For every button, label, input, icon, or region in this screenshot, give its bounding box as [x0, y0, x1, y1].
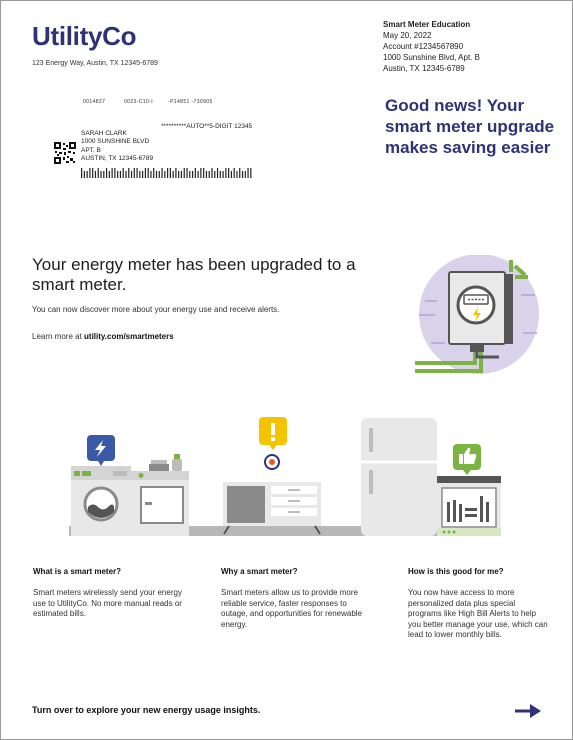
meter-base	[470, 344, 484, 352]
postal-barcode	[81, 168, 253, 178]
recipient-address	[81, 130, 153, 163]
column-heading-why: Why a smart meter?	[221, 567, 298, 576]
mail-code-2: 0023-C10-I	[124, 99, 154, 105]
sender-address: 123 Energy Way, Austin, TX 12345-6789	[32, 60, 158, 67]
smart-meter-icon	[458, 287, 494, 323]
recipient-line-1: 1000 SUNSHINE BLVD	[81, 138, 150, 146]
service-street: 1000 Sunshine Blvd, Apt. B	[383, 53, 480, 62]
laundry-items	[149, 454, 182, 471]
target-icon	[265, 455, 279, 469]
intro-title: Your energy meter has been upgraded to a smart meter.	[32, 255, 356, 294]
footer-text: Turn over to explore your new energy usage insights.	[32, 705, 261, 715]
account-info	[383, 19, 480, 74]
info-column-what	[33, 567, 183, 620]
refrigerator	[361, 418, 437, 536]
intro-subtitle: You can now discover more about your energy use and receive alerts.	[32, 305, 280, 314]
column-heading-what: What is a smart meter?	[33, 567, 122, 576]
mail-code-3: -P14851 -730905	[168, 99, 213, 105]
recipient-line-2: APT. B	[81, 146, 101, 154]
learn-more-prefix: Learn more at	[32, 332, 85, 341]
bolt-bubble	[87, 435, 115, 466]
recipient-line-3: AUSTIN, TX 12345-6789	[81, 154, 154, 162]
exclamation-icon	[271, 423, 275, 441]
arrow-right-icon[interactable]	[515, 704, 541, 718]
info-column-how	[408, 567, 548, 641]
qr-code-icon	[54, 142, 76, 164]
learn-more	[32, 332, 174, 341]
letter-type: Smart Meter Education	[383, 20, 471, 29]
mail-code-1: 0014837	[83, 99, 106, 105]
presort-line: **********AUTO**5-DIGIT 12345	[161, 123, 253, 130]
column-heading-how: How is this good for me?	[408, 567, 504, 576]
dryer	[131, 471, 189, 536]
info-column-why	[221, 567, 371, 630]
appliances-illustration	[69, 416, 509, 540]
learn-more-link[interactable]: utility.com/smartmeters	[84, 332, 174, 341]
thumbs-up-bubble	[453, 444, 481, 475]
service-city: Austin, TX 12345-6789	[383, 64, 465, 73]
smart-meter-illustration	[411, 255, 546, 379]
company-logo: UtilityCo	[32, 21, 137, 51]
washing-machine	[71, 466, 131, 536]
headline: Good news! Your smart meter upgrade makes saving easier	[385, 96, 555, 157]
column-body-what: Smart meters wirelessly send your energy use to UtilityCo. No more manual reads or estimated bills.	[33, 588, 182, 618]
alert-bubble	[259, 417, 287, 450]
letter-date: May 20, 2022	[383, 31, 432, 40]
recipient-name: SARAH CLARK	[81, 130, 127, 137]
column-body-why: Smart meters allow us to provide more reliable service, faster responses to outage, and opportunities for renewable energy.	[221, 588, 362, 629]
dishwasher	[437, 476, 501, 536]
column-body-how: You now have access to more personalized data plus special programs like High Bill Alerts to help you better manage your use, which can lead to lower monthly bills.	[408, 588, 548, 639]
account-number: Account #1234567890	[383, 42, 464, 51]
